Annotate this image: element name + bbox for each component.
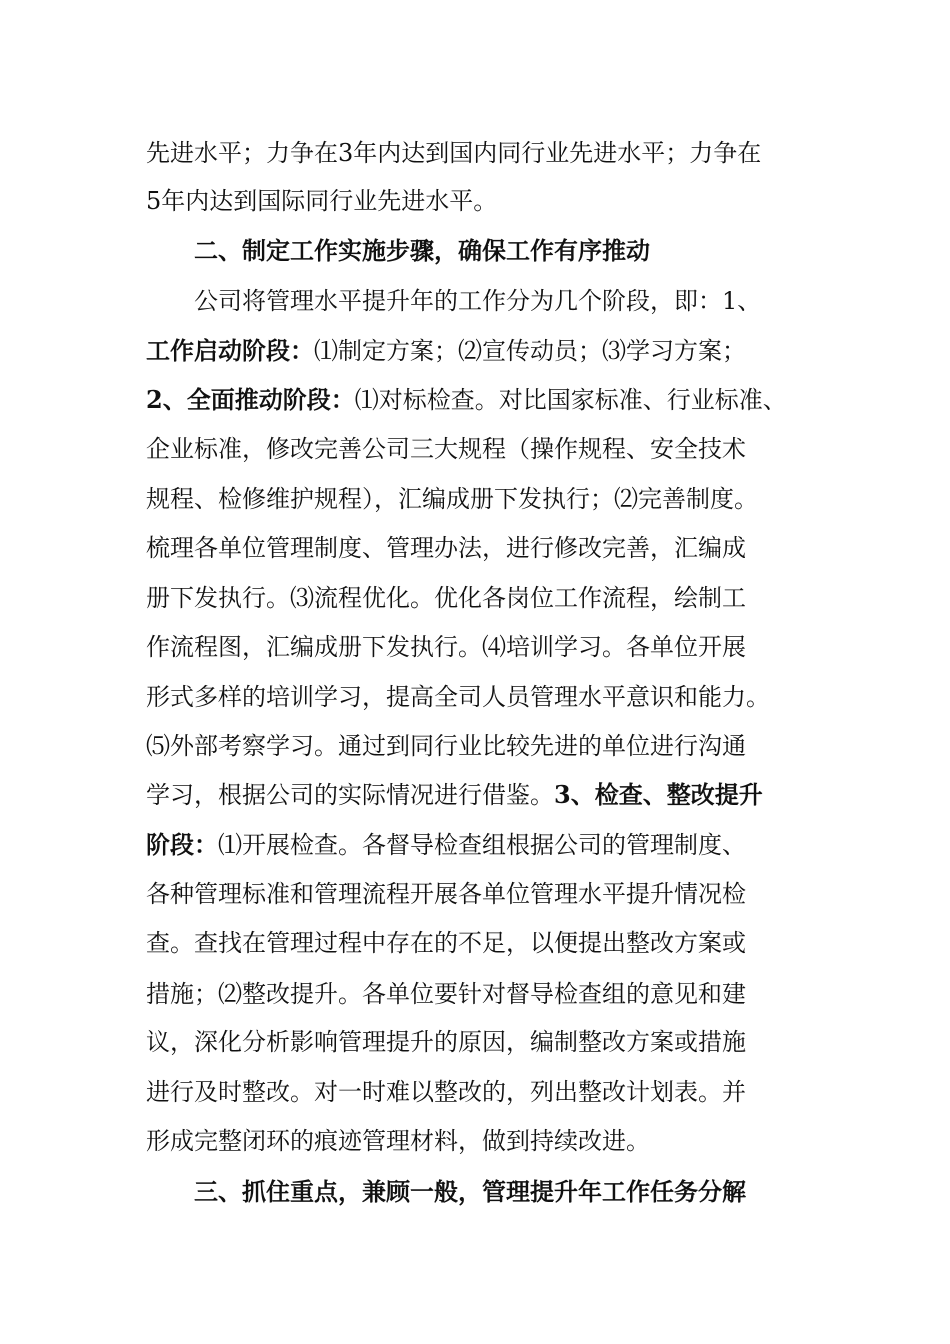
text-line: 企业标准，修改完善公司三大规程（操作规程、安全技术 xyxy=(146,435,746,463)
stage-label: 2、全面推动阶段： xyxy=(146,385,355,414)
text-line: 5年内达到国际同行业先进水平。 xyxy=(146,187,498,215)
text-line: 册下发执行。⑶流程优化。优化各岗位工作流程，绘制工 xyxy=(146,584,746,612)
text-line: 措施；⑵整改提升。各单位要针对督导检查组的意见和建 xyxy=(146,980,746,1008)
text-line: 查。查找在管理过程中存在的不足，以便提出整改方案或 xyxy=(146,929,746,957)
text-line: 各种管理标准和管理流程开展各单位管理水平提升情况检 xyxy=(146,880,746,908)
text-line: 形成完整闭环的痕迹管理材料，做到持续改进。 xyxy=(146,1127,650,1155)
text-line: 工作启动阶段：⑴制定方案；⑵宣传动员；⑶学习方案； xyxy=(146,336,746,365)
section-heading: 二、制定工作实施步骤，确保工作有序推动 xyxy=(194,236,650,265)
text-line: 学习，根据公司的实际情况进行借鉴。3、检查、整改提升 xyxy=(146,780,763,809)
stage-label: 3、检查、整改提升 xyxy=(554,780,763,809)
text-line: 2、全面推动阶段：⑴对标检查。对比国家标准、行业标准、 xyxy=(146,385,787,414)
section-heading: 三、抓住重点，兼顾一般，管理提升年工作任务分解 xyxy=(194,1177,746,1206)
text-line: 作流程图，汇编成册下发执行。⑷培训学习。各单位开展 xyxy=(146,633,746,661)
text-line: 公司将管理水平提升年的工作分为几个阶段，即：1、 xyxy=(194,287,762,315)
text-line: 进行及时整改。对一时难以整改的，列出整改计划表。并 xyxy=(146,1078,746,1106)
text-line: 议，深化分析影响管理提升的原因，编制整改方案或措施 xyxy=(146,1028,746,1056)
text-line: 规程、检修维护规程），汇编成册下发执行；⑵完善制度。 xyxy=(146,485,758,513)
text-line: 形式多样的培训学习，提高全司人员管理水平意识和能力。 xyxy=(146,683,770,711)
text-line: 梳理各单位管理制度、管理办法，进行修改完善，汇编成 xyxy=(146,534,746,562)
text-line: 阶段：⑴开展检查。各督导检查组根据公司的管理制度、 xyxy=(146,830,746,859)
stage-label: 阶段： xyxy=(146,830,218,859)
stage-label: 工作启动阶段： xyxy=(146,336,314,365)
text-line: ⑸外部考察学习。通过到同行业比较先进的单位进行沟通 xyxy=(146,732,746,760)
text-line: 先进水平；力争在3年内达到国内同行业先进水平；力争在 xyxy=(146,139,762,167)
